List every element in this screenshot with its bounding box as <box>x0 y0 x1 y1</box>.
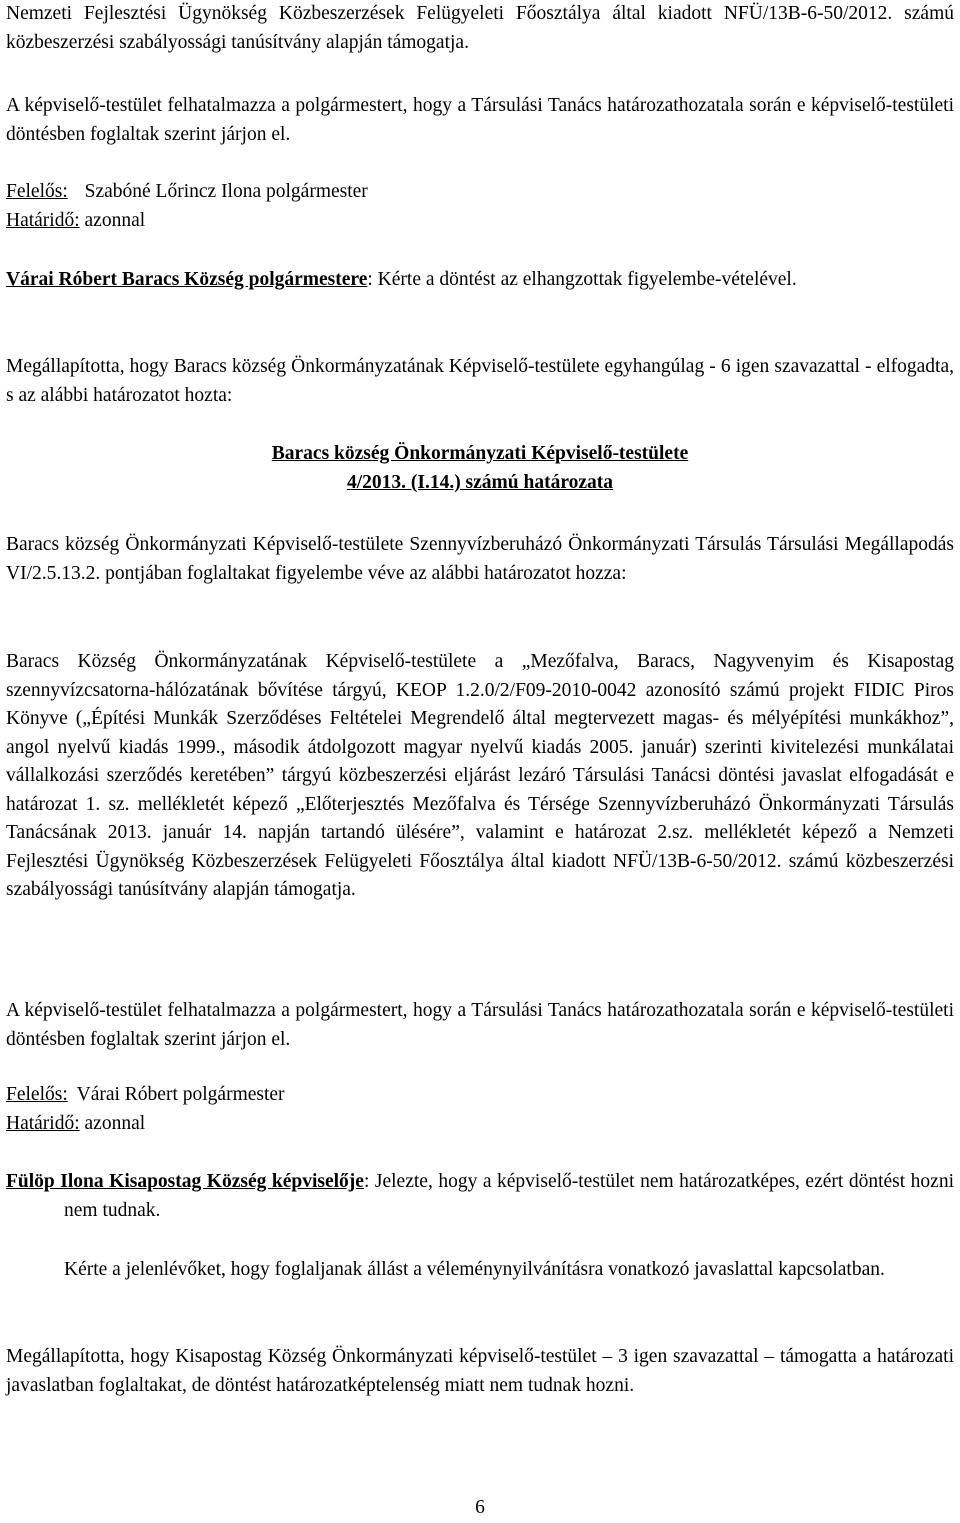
speaker-statement-2 <box>6 1168 954 1225</box>
vote-result-1: Megállapította, hogy Baracs község Önkormányzatának Képviselő-testülete egyhangúlag - 6 igen szavazattal - elfogadta, s az alábbi határozatot hozta: <box>6 356 954 406</box>
responsible-value: Várai Róbert polgármester <box>76 1084 285 1105</box>
deadline-row <box>6 207 145 236</box>
resolution-responsible-row <box>6 1081 285 1110</box>
paragraph-support-statement: Nemzeti Fejlesztési Ügynökség Közbeszerzések Felügyeleti Főosztálya által kiadott NFÜ/13B-6-50/2012. számú közbeszerzési szabályossági tanúsítvány alapján támogatja. <box>6 3 954 53</box>
speaker-name: Fülöp Ilona Kisapostag Község képviselője <box>6 1171 364 1192</box>
responsible-label: Felelős: <box>6 181 68 202</box>
resolution-deadline-row <box>6 1110 145 1139</box>
responsible-label: Felelős: <box>6 1084 68 1105</box>
page-number: 6 <box>475 1497 485 1518</box>
resolution-heading-number: 4/2013. (I.14.) számú határozata <box>346 472 614 493</box>
speaker-text: Kérte a döntést az elhangzottak figyelembe-vételével. <box>372 269 797 290</box>
speaker-name: Várai Róbert Baracs Község polgármestere <box>6 269 368 290</box>
resolution-heading-body: Baracs község Önkormányzati Képviselő-testülete <box>271 443 689 464</box>
paragraph-authorization: A képviselő-testület felhatalmazza a polgármestert, hogy a Társulási Tanács határozathozatala során e képviselő-testületi döntésben foglaltak szerint járjon el. <box>6 95 954 145</box>
deadline-label: Határidő: <box>6 1113 80 1134</box>
deadline-value: azonnal <box>84 210 146 231</box>
deadline-label: Határidő: <box>6 210 80 231</box>
speaker-statement-2-continued: Kérte a jelenlévőket, hogy foglaljanak állást a véleménynyilvánításra vonatkozó javaslattal kapcsolatban. <box>64 1259 885 1280</box>
resolution-intro: Baracs község Önkormányzati Képviselő-testülete Szennyvízberuházó Önkormányzati Társulás Társulási Megállapodás VI/2.5.13.2. pontjában foglaltakat figyelembe véve az alábbi határozatot hozza: <box>6 534 954 584</box>
responsible-row <box>6 178 368 207</box>
deadline-value: azonnal <box>84 1113 146 1134</box>
speaker-colon: : <box>363 1171 370 1192</box>
resolution-authorization: A képviselő-testület felhatalmazza a polgármestert, hogy a Társulási Tanács határozathozatala során e képviselő-testületi döntésben foglaltak szerint járjon el. <box>6 1000 954 1050</box>
responsible-value: Szabóné Lőrincz Ilona polgármester <box>84 181 368 202</box>
speaker-colon: : <box>367 269 373 290</box>
speaker-text: Jelezte, hogy a képviselő-testület nem határozatképes, ezért döntést hozni nem tudnak. <box>64 1171 954 1221</box>
resolution-body: Baracs Község Önkormányzatának Képviselő-testülete a „Mezőfalva, Baracs, Nagyvenyim és Kisapostag szennyvízcsatorna-hálózatának bővítése tárgyú, KEOP 1.2.0/2/F09-2010-0042 azonosító számú projekt FIDIC Piros Könyve („Építési Munkák Szerződéses Feltételei Megrendelő által megtervezett magas- és mélyépítési munkákhoz”, angol nyelvű kiadás 1999., második átdolgozott magyar nyelvű kiadás 2005. január) szerinti kivitelezési munkálatai vállalkozási szerződés keretében” tárgyú közbeszerzési eljárást lezáró Társulási Tanácsi döntési javaslat elfogadását e határozat 1. sz. mellékletét képező „Előterjesztés Mezőfalva és Térsége Szennyvízberuházó Önkormányzati Társulás Tanácsának 2013. január 14. napján tartandó ülésére”, valamint e határozat 2.sz. mellékletét képező a Nemzeti Fejlesztési Ügynökség Közbeszerzések Felügyeleti Főosztálya által kiadott NFÜ/13B-6-50/2012. számú közbeszerzési szabályossági tanúsítvány alapján támogatja. <box>6 651 954 900</box>
vote-result-2: Megállapította, hogy Kisapostag Község Önkormányzati képviselő-testület – 3 igen szavazattal – támogatta a határozati javaslatban foglaltakat, de döntést határozatképtelenség miatt nem tudnak hozni. <box>6 1346 954 1396</box>
speaker-statement-1 <box>6 266 954 295</box>
